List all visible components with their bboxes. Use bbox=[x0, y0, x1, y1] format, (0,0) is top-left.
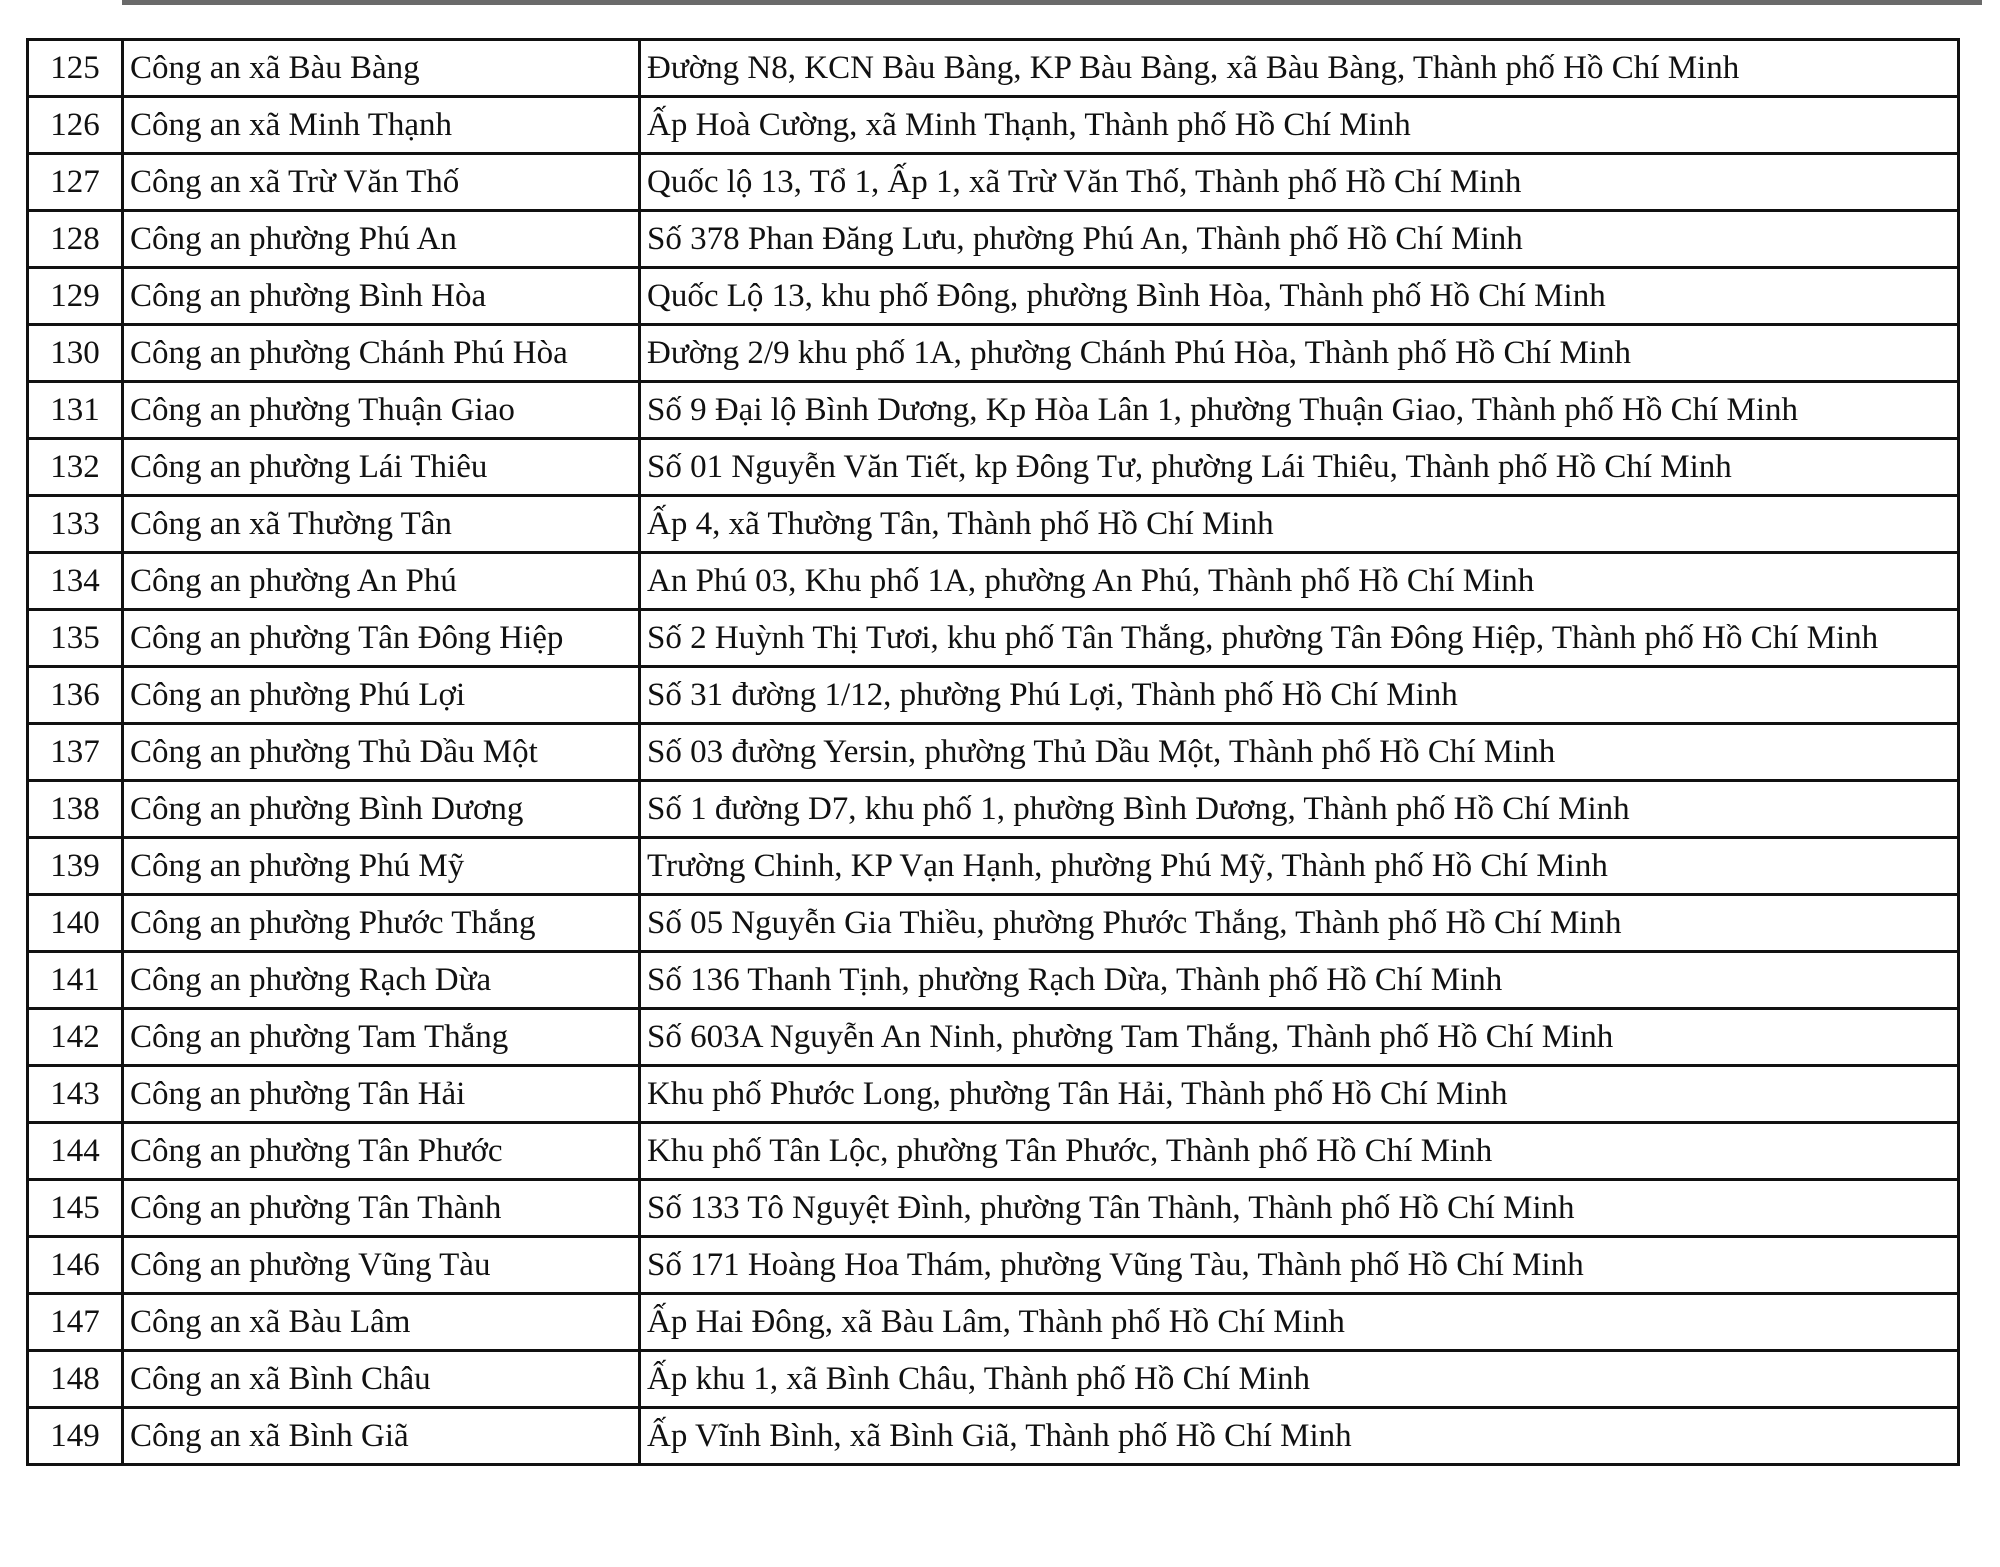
address-cell: Số 136 Thanh Tịnh, phường Rạch Dừa, Thành phố Hồ Chí Minh bbox=[640, 952, 1959, 1009]
address-cell: Quốc Lộ 13, khu phố Đông, phường Bình Hòa, Thành phố Hồ Chí Minh bbox=[640, 268, 1959, 325]
unit-name-cell: Công an phường Tân Thành bbox=[123, 1180, 640, 1237]
table-row bbox=[28, 1408, 1959, 1465]
address-cell: An Phú 03, Khu phố 1A, phường An Phú, Thành phố Hồ Chí Minh bbox=[640, 553, 1959, 610]
row-number-cell: 148 bbox=[28, 1351, 123, 1408]
row-number-cell: 144 bbox=[28, 1123, 123, 1180]
table-row bbox=[28, 724, 1959, 781]
unit-name-cell: Công an phường Lái Thiêu bbox=[123, 439, 640, 496]
unit-name-cell: Công an xã Trừ Văn Thố bbox=[123, 154, 640, 211]
unit-name-cell: Công an phường An Phú bbox=[123, 553, 640, 610]
row-number-cell: 127 bbox=[28, 154, 123, 211]
table-row bbox=[28, 553, 1959, 610]
unit-name-cell: Công an phường Chánh Phú Hòa bbox=[123, 325, 640, 382]
table-row bbox=[28, 1009, 1959, 1066]
address-cell: Số 2 Huỳnh Thị Tươi, khu phố Tân Thắng, phường Tân Đông Hiệp, Thành phố Hồ Chí Minh bbox=[640, 610, 1959, 667]
table-row bbox=[28, 496, 1959, 553]
address-cell: Số 03 đường Yersin, phường Thủ Dầu Một, Thành phố Hồ Chí Minh bbox=[640, 724, 1959, 781]
table-row bbox=[28, 1237, 1959, 1294]
address-cell: Ấp Hoà Cường, xã Minh Thạnh, Thành phố Hồ Chí Minh bbox=[640, 97, 1959, 154]
table-row bbox=[28, 667, 1959, 724]
row-number-cell: 132 bbox=[28, 439, 123, 496]
unit-name-cell: Công an xã Bình Châu bbox=[123, 1351, 640, 1408]
top-divider bbox=[122, 0, 1982, 5]
row-number-cell: 129 bbox=[28, 268, 123, 325]
address-cell: Ấp khu 1, xã Bình Châu, Thành phố Hồ Chí Minh bbox=[640, 1351, 1959, 1408]
row-number-cell: 130 bbox=[28, 325, 123, 382]
table-row bbox=[28, 40, 1959, 97]
address-cell: Số 378 Phan Đăng Lưu, phường Phú An, Thành phố Hồ Chí Minh bbox=[640, 211, 1959, 268]
address-cell: Số 9 Đại lộ Bình Dương, Kp Hòa Lân 1, phường Thuận Giao, Thành phố Hồ Chí Minh bbox=[640, 382, 1959, 439]
row-number-cell: 128 bbox=[28, 211, 123, 268]
table-row bbox=[28, 952, 1959, 1009]
police-units-table-container bbox=[26, 38, 1960, 1466]
row-number-cell: 143 bbox=[28, 1066, 123, 1123]
table-row bbox=[28, 325, 1959, 382]
address-cell: Số 01 Nguyễn Văn Tiết, kp Đông Tư, phường Lái Thiêu, Thành phố Hồ Chí Minh bbox=[640, 439, 1959, 496]
row-number-cell: 142 bbox=[28, 1009, 123, 1066]
unit-name-cell: Công an phường Thuận Giao bbox=[123, 382, 640, 439]
table-row bbox=[28, 895, 1959, 952]
table-row bbox=[28, 1294, 1959, 1351]
table-row bbox=[28, 382, 1959, 439]
row-number-cell: 139 bbox=[28, 838, 123, 895]
row-number-cell: 140 bbox=[28, 895, 123, 952]
address-cell: Trường Chinh, KP Vạn Hạnh, phường Phú Mỹ, Thành phố Hồ Chí Minh bbox=[640, 838, 1959, 895]
row-number-cell: 145 bbox=[28, 1180, 123, 1237]
unit-name-cell: Công an phường Tân Hải bbox=[123, 1066, 640, 1123]
address-cell: Số 171 Hoàng Hoa Thám, phường Vũng Tàu, Thành phố Hồ Chí Minh bbox=[640, 1237, 1959, 1294]
row-number-cell: 146 bbox=[28, 1237, 123, 1294]
address-cell: Khu phố Tân Lộc, phường Tân Phước, Thành phố Hồ Chí Minh bbox=[640, 1123, 1959, 1180]
row-number-cell: 141 bbox=[28, 952, 123, 1009]
police-units-table bbox=[26, 38, 1960, 1466]
unit-name-cell: Công an phường Phước Thắng bbox=[123, 895, 640, 952]
row-number-cell: 133 bbox=[28, 496, 123, 553]
row-number-cell: 136 bbox=[28, 667, 123, 724]
table-row bbox=[28, 1351, 1959, 1408]
row-number-cell: 134 bbox=[28, 553, 123, 610]
address-cell: Đường N8, KCN Bàu Bàng, KP Bàu Bàng, xã Bàu Bàng, Thành phố Hồ Chí Minh bbox=[640, 40, 1959, 97]
unit-name-cell: Công an phường Phú Lợi bbox=[123, 667, 640, 724]
unit-name-cell: Công an phường Bình Hòa bbox=[123, 268, 640, 325]
unit-name-cell: Công an xã Minh Thạnh bbox=[123, 97, 640, 154]
unit-name-cell: Công an xã Bình Giã bbox=[123, 1408, 640, 1465]
table-row bbox=[28, 1180, 1959, 1237]
unit-name-cell: Công an xã Bàu Lâm bbox=[123, 1294, 640, 1351]
table-row bbox=[28, 610, 1959, 667]
table-row bbox=[28, 1066, 1959, 1123]
table-row bbox=[28, 154, 1959, 211]
table-row bbox=[28, 1123, 1959, 1180]
address-cell: Quốc lộ 13, Tổ 1, Ấp 1, xã Trừ Văn Thố, Thành phố Hồ Chí Minh bbox=[640, 154, 1959, 211]
row-number-cell: 147 bbox=[28, 1294, 123, 1351]
unit-name-cell: Công an phường Tân Phước bbox=[123, 1123, 640, 1180]
address-cell: Số 05 Nguyễn Gia Thiều, phường Phước Thắng, Thành phố Hồ Chí Minh bbox=[640, 895, 1959, 952]
table-row bbox=[28, 838, 1959, 895]
unit-name-cell: Công an phường Thủ Dầu Một bbox=[123, 724, 640, 781]
address-cell: Khu phố Phước Long, phường Tân Hải, Thành phố Hồ Chí Minh bbox=[640, 1066, 1959, 1123]
unit-name-cell: Công an phường Rạch Dừa bbox=[123, 952, 640, 1009]
address-cell: Ấp Hai Đông, xã Bàu Lâm, Thành phố Hồ Chí Minh bbox=[640, 1294, 1959, 1351]
unit-name-cell: Công an phường Tân Đông Hiệp bbox=[123, 610, 640, 667]
address-cell: Ấp 4, xã Thường Tân, Thành phố Hồ Chí Minh bbox=[640, 496, 1959, 553]
unit-name-cell: Công an xã Thường Tân bbox=[123, 496, 640, 553]
address-cell: Số 1 đường D7, khu phố 1, phường Bình Dương, Thành phố Hồ Chí Minh bbox=[640, 781, 1959, 838]
unit-name-cell: Công an phường Vũng Tàu bbox=[123, 1237, 640, 1294]
table-row bbox=[28, 211, 1959, 268]
table-row bbox=[28, 781, 1959, 838]
address-cell: Số 31 đường 1/12, phường Phú Lợi, Thành phố Hồ Chí Minh bbox=[640, 667, 1959, 724]
address-cell: Số 133 Tô Nguyệt Đình, phường Tân Thành, Thành phố Hồ Chí Minh bbox=[640, 1180, 1959, 1237]
address-cell: Đường 2/9 khu phố 1A, phường Chánh Phú Hòa, Thành phố Hồ Chí Minh bbox=[640, 325, 1959, 382]
row-number-cell: 125 bbox=[28, 40, 123, 97]
table-row bbox=[28, 97, 1959, 154]
address-cell: Số 603A Nguyễn An Ninh, phường Tam Thắng, Thành phố Hồ Chí Minh bbox=[640, 1009, 1959, 1066]
row-number-cell: 149 bbox=[28, 1408, 123, 1465]
row-number-cell: 126 bbox=[28, 97, 123, 154]
table-body bbox=[28, 40, 1959, 1465]
table-row bbox=[28, 439, 1959, 496]
unit-name-cell: Công an phường Phú Mỹ bbox=[123, 838, 640, 895]
row-number-cell: 137 bbox=[28, 724, 123, 781]
unit-name-cell: Công an phường Tam Thắng bbox=[123, 1009, 640, 1066]
address-cell: Ấp Vĩnh Bình, xã Bình Giã, Thành phố Hồ Chí Minh bbox=[640, 1408, 1959, 1465]
unit-name-cell: Công an phường Phú An bbox=[123, 211, 640, 268]
unit-name-cell: Công an phường Bình Dương bbox=[123, 781, 640, 838]
row-number-cell: 131 bbox=[28, 382, 123, 439]
row-number-cell: 138 bbox=[28, 781, 123, 838]
table-row bbox=[28, 268, 1959, 325]
row-number-cell: 135 bbox=[28, 610, 123, 667]
unit-name-cell: Công an xã Bàu Bàng bbox=[123, 40, 640, 97]
